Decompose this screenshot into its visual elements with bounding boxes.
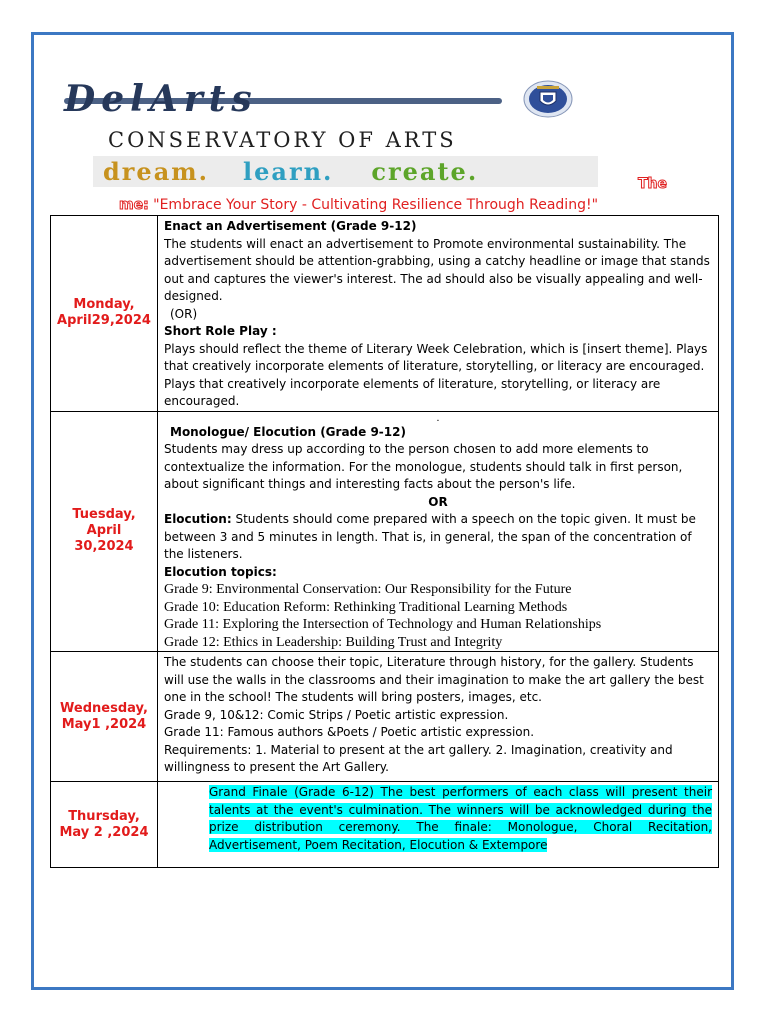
day-label: Tuesday,: [72, 507, 136, 523]
event-title: Enact an Advertisement (Grade 9-12): [164, 219, 417, 233]
date-label: April: [86, 523, 122, 539]
theme-text: "Embrace Your Story - Cultivating Resilience Through Reading!": [153, 197, 599, 213]
tagline-dream: dream.: [103, 157, 209, 186]
tagline-learn: learn.: [243, 157, 334, 186]
event-description: Grade 11: Famous authors &Poets / Poetic artistic expression.: [164, 725, 535, 739]
event-description: Plays that creatively incorporate elements of literature, storytelling, or literacy are encouraged.: [164, 376, 661, 408]
event-description: [164, 511, 712, 564]
date-label: April29,2024: [57, 313, 151, 329]
event-description: Requirements: 1. Material to present at the art gallery. 2. Imagination, creativity and willingness to present the Art Gallery.: [164, 742, 673, 774]
event-cell: [158, 782, 719, 868]
date-label: May1 ,2024: [61, 716, 147, 732]
event-cell: [158, 216, 719, 412]
day-cell: [51, 411, 158, 652]
stray-dot: .: [436, 412, 440, 424]
event-cell: [158, 652, 719, 782]
day-cell: [51, 782, 158, 868]
table-row: [51, 652, 719, 782]
event-description: The students will enact an advertisement to Promote environmental sustainability. The advertisement should be attention-grabbing, using a catchy headline or image that stands out and captures the viewer's interest. The ad should also be visually appealing and well-designed.: [164, 236, 710, 303]
logo-text: DelArts: [64, 78, 258, 120]
event-description: Grade 9, 10&12: Comic Strips / Poetic artistic expression.: [164, 707, 509, 722]
day-label: Thursday,: [68, 808, 140, 824]
table-row: [51, 411, 719, 652]
school-crest-icon: [523, 80, 573, 118]
list-item: Grade 12: Ethics in Leadership: Building Trust and Integrity: [164, 634, 503, 650]
topics-label: Elocution topics:: [164, 564, 277, 579]
day-label: Monday,: [73, 297, 135, 313]
finale-block: [209, 784, 712, 854]
tagline-create: create.: [371, 157, 479, 186]
list-item: Grade 11: Exploring the Intersection of Technology and Human Relationships: [164, 617, 602, 632]
day-cell: [51, 216, 158, 412]
or-label: (OR): [170, 306, 198, 321]
table-row: [51, 216, 719, 412]
event-cell: [158, 411, 719, 652]
delarts-logo: [64, 80, 502, 118]
conservatory-title: CONSERVATORY OF ARTS: [108, 128, 457, 152]
day-cell: [51, 652, 158, 782]
event-description: Plays should reflect the theme of Literary Week Celebration, which is [insert theme]. Plays that creatively incorporate elements of literature, storytelling, or literacy are encouraged.: [164, 341, 708, 373]
theme-line: [119, 197, 598, 213]
or-label: OR: [428, 494, 448, 509]
event-description: The students can choose their topic, Literature through history, for the gallery. Students will use the walls in the classrooms and their imagination to make the art gallery the best one in the school! The students will bring posters, images, etc.: [164, 655, 704, 704]
day-label: Wednesday,: [60, 700, 148, 716]
theme-prefix: The: [638, 176, 668, 192]
event-title: Short Role Play :: [164, 324, 277, 338]
event-description: Students may dress up according to the person chosen to add more elements to contextualize the information. For the monologue, students should talk in first person, about significant things and interesting facts about the person's life.: [164, 442, 683, 491]
table-row: [51, 782, 719, 868]
date-label: May 2 ,2024: [59, 824, 149, 840]
list-item: Grade 10: Education Reform: Rethinking Traditional Learning Methods: [164, 599, 568, 615]
elocution-text: Students should come prepared with a speech on the topic given. It must be between 3 and 5 minutes in length. That is, in general, the span of the concentration of the listeners.: [164, 512, 696, 561]
event-title: Monologue/ Elocution (Grade 9-12): [170, 424, 406, 439]
theme-suffix: me:: [119, 197, 149, 213]
schedule-table: [50, 215, 719, 868]
finale-text: Grand Finale (Grade 6-12) The best performers of each class will present their talents at the event's culmination. The winners will be acknowledged during the prize distribution ceremony. The finale: Monologue, Choral Recitation, Advertisement, Poem Recitation, Elocution & Extempore: [209, 785, 712, 852]
date-label: 30,2024: [74, 539, 134, 555]
elocution-label: Elocution:: [164, 512, 232, 526]
list-item: Grade 9: Environmental Conservation: Our Responsibility for the Future: [164, 582, 572, 597]
tagline-banner: [93, 156, 598, 187]
